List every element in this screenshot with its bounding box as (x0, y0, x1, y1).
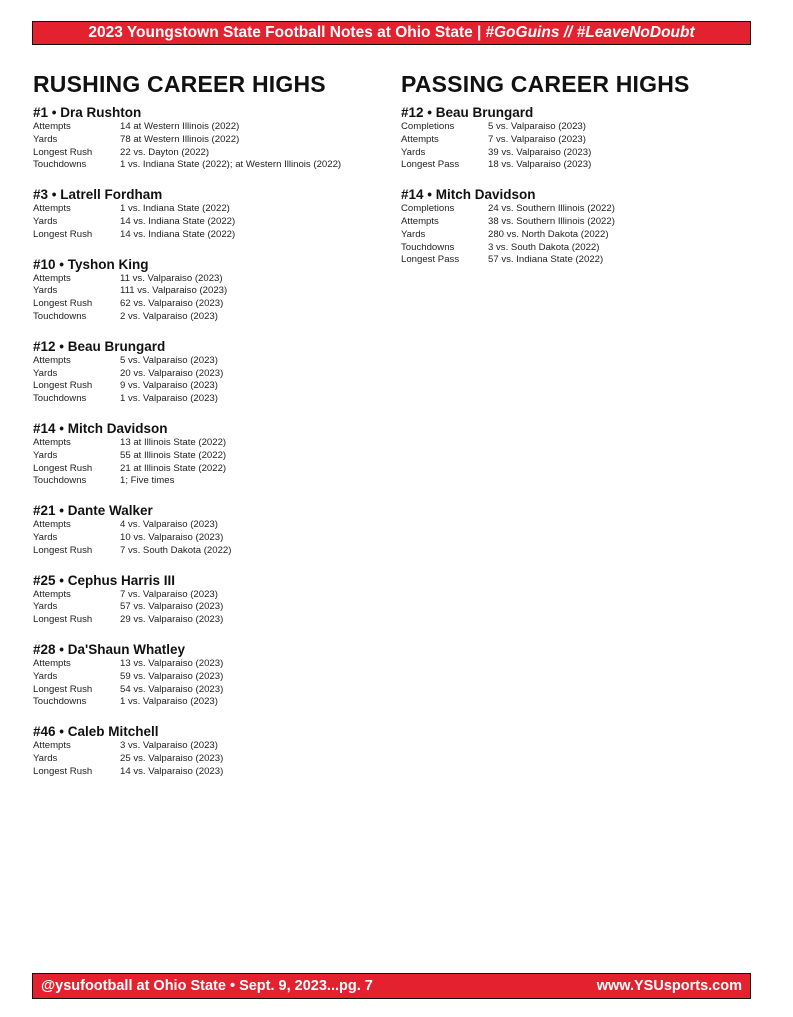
stat-row (401, 254, 751, 267)
stat-label: Longest Pass (401, 159, 460, 171)
stat-label: Longest Rush (33, 228, 93, 240)
stat-label: Longest Rush (33, 298, 93, 310)
stat-value: 1 vs. Valparaiso (2023) (120, 393, 218, 405)
stat-value: 13 vs. Valparaiso (2023) (120, 657, 224, 669)
stat-label: Attempts (401, 215, 439, 227)
stat-value: 29 vs. Valparaiso (2023) (120, 614, 224, 626)
player-name: #1 • Dra Rushton (33, 105, 142, 120)
stat-value: 14 vs. Valparaiso (2023) (120, 765, 224, 777)
stat-row (401, 159, 751, 172)
header-title: 2023 Youngstown State Football Notes at Ohio State | (88, 24, 482, 41)
stat-label: Longest Rush (33, 146, 93, 158)
stat-label: Touchdowns (33, 310, 87, 322)
player-name: #21 • Dante Walker (33, 503, 153, 519)
stat-label: Attempts (401, 133, 439, 145)
stat-value: 7 vs. South Dakota (2022) (120, 544, 232, 556)
stat-value: 14 at Western Illinois (2022) (120, 121, 240, 132)
stat-label: Attempts (33, 203, 71, 215)
stat-value: 78 at Western Illinois (2022) (120, 133, 240, 145)
stat-row (33, 298, 383, 311)
stat-row (33, 450, 383, 463)
passing-section-title: PASSING CAREER HIGHS (401, 71, 690, 97)
stat-row (33, 203, 383, 216)
stat-row (401, 147, 751, 160)
stat-label: Longest Rush (33, 380, 93, 392)
player-name: #10 • Tyshon King (33, 256, 149, 272)
player-block (401, 187, 751, 267)
stat-value: 39 vs. Valparaiso (2023) (488, 146, 592, 158)
stat-row (33, 229, 383, 242)
stat-row (401, 216, 751, 229)
stat-label: Touchdowns (33, 696, 87, 708)
stat-value: 9 vs. Valparaiso (2023) (120, 380, 218, 392)
stat-label: Attempts (33, 657, 71, 669)
player-name: #12 • Beau Brungard (401, 105, 534, 120)
stat-value: 4 vs. Valparaiso (2023) (120, 519, 218, 531)
player-block (401, 105, 751, 172)
passing-player-list (401, 105, 751, 267)
stat-label: Touchdowns (401, 241, 455, 253)
stat-value: 11 vs. Valparaiso (2023) (120, 272, 223, 284)
stat-value: 5 vs. Valparaiso (2023) (120, 354, 218, 366)
stat-value: 21 at Illinois State (2022) (120, 462, 227, 474)
stat-row (33, 463, 383, 476)
rushing-section-title: RUSHING CAREER HIGHS (33, 71, 326, 97)
stat-row (33, 355, 383, 368)
stat-row (33, 134, 383, 147)
header-hashtags: #GoGuins // #LeaveNoDoubt (485, 24, 695, 41)
stat-row (33, 216, 383, 229)
player-block (33, 105, 383, 172)
stat-label: Attempts (33, 354, 71, 366)
player-block (33, 642, 383, 709)
stat-row (33, 601, 383, 614)
stat-value: 1 vs. Indiana State (2022) (120, 203, 230, 215)
header-banner (32, 21, 751, 45)
stat-value: 1; Five times (120, 475, 175, 487)
stat-label: Completions (401, 203, 455, 215)
stat-row (33, 671, 383, 684)
stat-label: Touchdowns (33, 475, 87, 487)
rushing-section (33, 70, 383, 779)
stat-value: 24 vs. Southern Illinois (2022) (488, 203, 615, 215)
stat-value: 20 vs. Valparaiso (2023) (120, 367, 224, 379)
stat-row (33, 766, 383, 779)
player-block (33, 421, 383, 488)
stat-value: 38 vs. Southern Illinois (2022) (488, 215, 615, 227)
player-name: #14 • Mitch Davidson (33, 420, 168, 436)
stat-row (33, 589, 383, 602)
player-name: #12 • Beau Brungard (33, 338, 166, 354)
stat-value: 25 vs. Valparaiso (2023) (120, 752, 224, 764)
stat-value: 59 vs. Valparaiso (2023) (120, 670, 224, 682)
stat-value: 22 vs. Dayton (2022) (120, 146, 210, 158)
stat-value: 10 vs. Valparaiso (2023) (120, 531, 224, 543)
stat-value: 55 at Illinois State (2022) (120, 449, 227, 461)
footer-website: www.YSUsports.com (596, 978, 742, 994)
stat-label: Yards (33, 601, 58, 613)
player-name: #14 • Mitch Davidson (401, 187, 536, 203)
rushing-player-list (33, 105, 383, 779)
stat-value: 57 vs. Indiana State (2022) (488, 254, 604, 266)
stat-label: Longest Rush (33, 614, 93, 626)
stat-label: Touchdowns (33, 393, 87, 405)
stat-value: 1 vs. Indiana State (2022); at Western Illinois (2022) (120, 159, 342, 171)
stat-label: Yards (401, 228, 426, 240)
stat-value: 7 vs. Valparaiso (2023) (120, 588, 218, 600)
stat-label: Yards (33, 752, 58, 764)
stat-label: Completions (401, 121, 455, 132)
stat-label: Attempts (33, 740, 71, 752)
player-name: #28 • Da'Shaun Whatley (33, 641, 185, 657)
stat-value: 7 vs. Valparaiso (2023) (488, 133, 586, 145)
stat-value: 3 vs. Valparaiso (2023) (120, 740, 218, 752)
stat-row (33, 532, 383, 545)
stat-label: Attempts (33, 588, 71, 600)
stat-label: Attempts (33, 272, 71, 284)
passing-section (401, 70, 751, 267)
stat-value: 14 vs. Indiana State (2022) (120, 228, 236, 240)
player-name: #46 • Caleb Mitchell (33, 724, 159, 740)
stat-value: 111 vs. Valparaiso (2023) (120, 285, 228, 297)
stat-value: 62 vs. Valparaiso (2023) (120, 298, 224, 310)
stat-value: 13 at Illinois State (2022) (120, 436, 227, 448)
stat-row (33, 380, 383, 393)
stat-label: Longest Rush (33, 462, 93, 474)
player-block (33, 257, 383, 324)
stat-label: Yards (33, 133, 58, 145)
stat-row (33, 753, 383, 766)
stat-label: Yards (33, 670, 58, 682)
stat-row (33, 614, 383, 627)
player-block (33, 339, 383, 406)
footer-banner (32, 973, 751, 999)
stat-row (33, 285, 383, 298)
stat-row (33, 159, 383, 172)
stat-row (33, 311, 383, 324)
player-name: #3 • Latrell Fordham (33, 187, 163, 203)
stat-label: Yards (401, 146, 426, 158)
stat-row (33, 121, 383, 134)
stat-row (33, 658, 383, 671)
stat-row (401, 203, 751, 216)
player-block (33, 187, 383, 241)
stat-row (33, 740, 383, 753)
player-name: #25 • Cephus Harris III (33, 572, 176, 588)
stat-row (33, 273, 383, 286)
stat-row (401, 134, 751, 147)
stat-value: 280 vs. North Dakota (2022) (488, 228, 609, 240)
stat-label: Longest Rush (33, 683, 93, 695)
stat-label: Yards (33, 285, 58, 297)
stat-label: Yards (33, 449, 58, 461)
stat-row (33, 684, 383, 697)
stat-row (401, 242, 751, 255)
stat-row (33, 393, 383, 406)
stat-value: 3 vs. South Dakota (2022) (488, 241, 600, 253)
player-block (33, 724, 383, 778)
stat-label: Yards (33, 215, 58, 227)
stat-row (33, 696, 383, 709)
stat-row (401, 121, 751, 134)
stat-value: 14 vs. Indiana State (2022) (120, 215, 236, 227)
stat-row (33, 437, 383, 450)
stat-value: 57 vs. Valparaiso (2023) (120, 601, 224, 613)
player-block (33, 573, 383, 627)
stat-label: Yards (33, 531, 58, 543)
player-block (33, 503, 383, 557)
stat-label: Touchdowns (33, 159, 87, 171)
stat-row (33, 147, 383, 160)
stat-label: Attempts (33, 121, 71, 132)
stat-value: 1 vs. Valparaiso (2023) (120, 696, 218, 708)
stat-label: Attempts (33, 519, 71, 531)
stat-row (33, 368, 383, 381)
stat-row (33, 545, 383, 558)
stat-value: 2 vs. Valparaiso (2023) (120, 310, 218, 322)
stat-value: 54 vs. Valparaiso (2023) (120, 683, 224, 695)
stat-value: 18 vs. Valparaiso (2023) (488, 159, 592, 171)
stat-value: 5 vs. Valparaiso (2023) (488, 121, 586, 132)
stat-row (33, 475, 383, 488)
stat-row (33, 519, 383, 532)
footer-page-info: @ysufootball at Ohio State • Sept. 9, 2023...pg. 7 (41, 978, 373, 994)
stat-label: Yards (33, 367, 58, 379)
stat-label: Longest Rush (33, 765, 93, 777)
stat-label: Longest Pass (401, 254, 460, 266)
stat-label: Attempts (33, 436, 71, 448)
stat-label: Longest Rush (33, 544, 93, 556)
stat-row (401, 229, 751, 242)
